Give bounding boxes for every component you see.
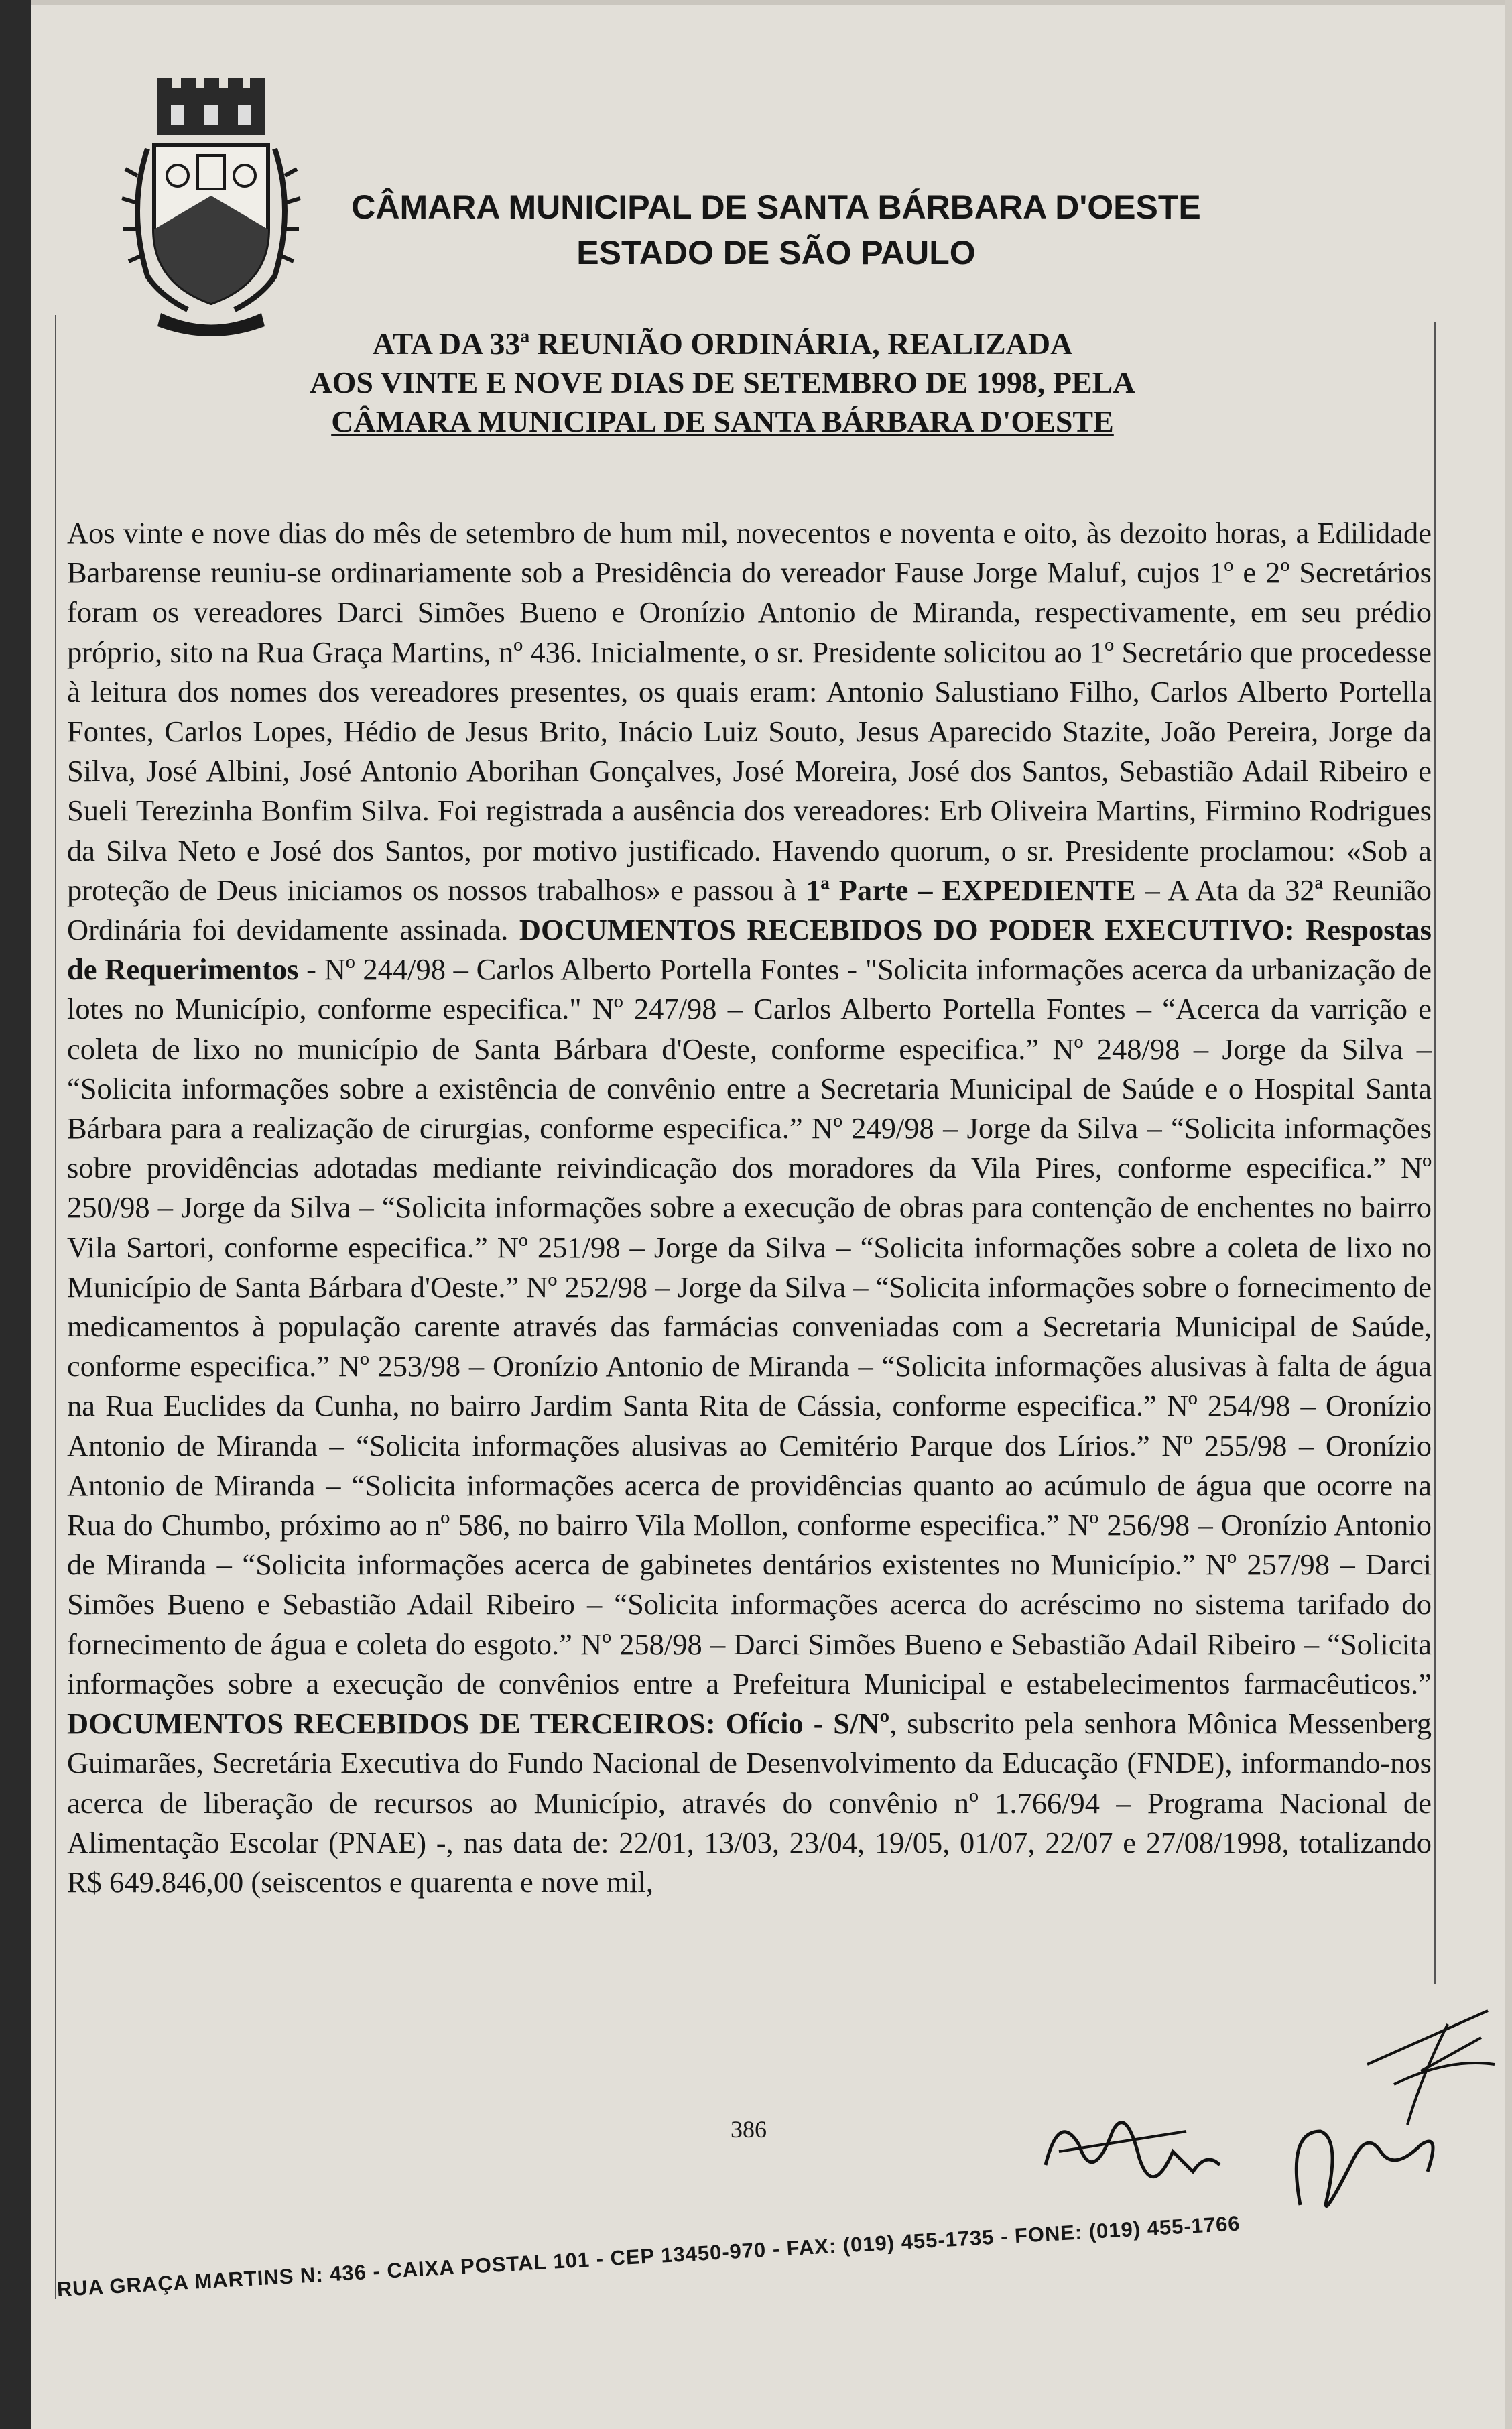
body-ata-signed: – A Ata da 32ª Reunião Ordinária foi devidamente assinada. [67,873,1432,947]
margin-line-right [1434,322,1436,1984]
section-heading-terceiros: DOCUMENTOS RECEBIDOS DE TERCEIROS: Ofício - S/Nº [67,1706,890,1741]
body-oficio: , subscrito pela senhora Mônica Messenberg Guimarães, Secretária Executiva do Fundo Nacional de Desenvolvimento da Educação (FNDE), informando-nos acerca de liberação de recursos ao Município, através do convênio nº 1.766/94 – Programa Nacional de Alimentação Escolar (PNAE) -, nas data de: 22/01, 13/03, 23/04, 19/05, 01/07, 22/07 e 27/08/1998, totalizando R$ 649.846,00 (seiscentos e quarenta e nove mil, [67,1706,1432,1899]
body-opening: Aos vinte e nove dias do mês de setembro de hum mil, novecentos e noventa e oito, às dezoito horas, a Edilidade Barbarense reuniu-se ordinariamente sob a Presidência do vereador Fause Jorge Maluf, cujos 1º e 2º Secretários foram os vereadores Darci Simões Bueno e Oronízio Antonio de Miranda, respectivamente, em seu prédio próprio, sito na Rua Graça Martins, nº 436. Inicialmente, o sr. Presidente solicitou ao 1º Secretário que procedesse à leitura dos nomes dos vereadores presentes, os quais eram: Antonio Salustiano Filho, Carlos Alberto Portella Fontes, Carlos Lopes, Hédio de Jesus Brito, Inácio Luiz Souto, Jesus Aparecido Stazite, João Pereira, Jorge da Silva, José Albini, José Antonio Aborihan Gonçalves, José Moreira, José dos Santos, Sebastião Adail Ribeiro e Sueli Terezinha Bonfim Silva. Foi registrada a ausência dos vereadores: Erb Oliveira Martins, Firmino Rodrigues da Silva Neto e José dos Santos, por motivo justificado. Havendo quorum, o sr. Presidente proclamou: «Sob a proteção de Deus iniciamos os nossos trabalhos» e passou à [67,516,1432,907]
footer-address: RUA GRAÇA MARTINS N: 436 - CAIXA POSTAL 101 - CEP 13450-970 - FAX: (019) 455-1735 - FONE: (019) 455-1766 [56,2211,1241,2302]
body-requerimentos: - Nº 244/98 – Carlos Alberto Portella Fontes - "Solicita informações acerca da urbanização de lotes no Município, conforme especifica." Nº 247/98 – Carlos Alberto Portella Fontes – “Acerca da varrição e coleta de lixo no município de Santa Bárbara d'Oeste, conforme especifica.” Nº 248/98 – Jorge da Silva – “Solicita informações sobre a existência de convênio entre a Secretaria Municipal de Saúde e o Hospital Santa Bárbara para a realização de cirurgias, conforme especifica.” Nº 249/98 – Jorge da Silva – “Solicita informações sobre providências adotadas mediante reivindicação dos moradores da Vila Pires, conforme especifica.” Nº 250/98 – Jorge da Silva – “Solicita informações sobre a execução de obras para contenção de enchentes no bairro Vila Sartori, conforme especifica.” Nº 251/98 – Jorge da Silva – “Solicita informações sobre a coleta de lixo no Município de Santa Bárbara d'Oeste.” Nº 252/98 – Jorge da Silva – “Solicita informações sobre o fornecimento de medicamentos à população carente através das farmácias conveniadas com a Secretaria Municipal de Saúde, conforme especifica.” Nº 253/98 – Oronízio Antonio de Miranda – “Solicita informações alusivas à falta de água na Rua Euclides da Cunha, no bairro Jardim Santa Rita de Cássia, conforme especifica.” Nº 254/98 – Oronízio Antonio de Miranda – “Solicita informações alusivas ao Cemitério Parque dos Lírios.” Nº 255/98 – Oronízio Antonio de Miranda – “Solicita informações acerca de providências quanto ao acúmulo de água que ocorre na Rua do Chumbo, próximo ao nº 586, no bairro Vila Mollon, conforme especifica.” Nº 256/98 – Oronízio Antonio de Miranda – “Solicita informações acerca de gabinetes dentários existentes no Município.” Nº 257/98 – Darci Simões Bueno e Sebastião Adail Ribeiro – “Solicita informações acerca do acréscimo no sistema tarifado do fornecimento de água e coleta do esgoto.” Nº 258/98 – Darci Simões Bueno e Sebastião Adail Ribeiro – “Solicita informações sobre a execução de convênios entre a Prefeitura Municipal e estabelecimentos farmacêuticos.” [67,952,1432,1700]
minutes-paragraph [67,513,1432,1902]
document-title [267,324,1178,441]
scan-top-edge [31,0,1512,5]
page-number: 386 [731,2116,767,2143]
title-line-1: ATA DA 33ª REUNIÃO ORDINÁRIA, REALIZADA [372,326,1073,361]
scan-right-edge [1505,0,1512,2429]
minutes-body [67,513,1432,1902]
section-heading-expediente: 1ª Parte – EXPEDIENTE [806,873,1136,907]
organization-name: CÂMARA MUNICIPAL DE SANTA BÁRBARA D'OESTE [351,188,1201,226]
title-line-2: AOS VINTE E NOVE DIAS DE SETEMBRO DE 1998, PELA [310,365,1135,399]
section-heading-executivo: DOCUMENTOS RECEBIDOS DO PODER EXECUTIVO: Respostas de Requerimentos [67,913,1432,987]
margin-line-left [55,315,56,2299]
title-line-3: CÂMARA MUNICIPAL DE SANTA BÁRBARA D'OESTE [331,404,1114,438]
scan-left-edge [0,0,31,2429]
state-name: ESTADO DE SÃO PAULO [576,234,976,271]
